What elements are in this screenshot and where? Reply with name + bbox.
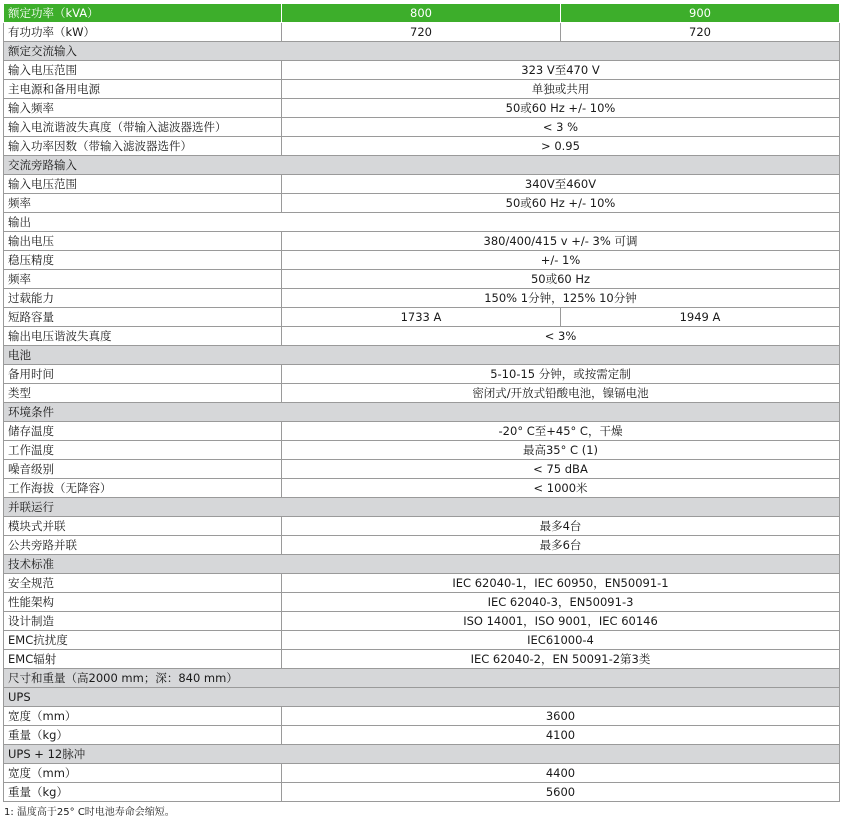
row-value: < 3% — [282, 327, 840, 346]
table-row — [4, 631, 840, 650]
table-row — [4, 517, 840, 536]
table-row — [4, 251, 840, 270]
table-row — [4, 232, 840, 251]
section-label: 并联运行 — [4, 498, 840, 517]
section-row — [4, 555, 840, 574]
table-row — [4, 80, 840, 99]
row-label: 模块式并联 — [4, 517, 282, 536]
row-value: 5-10-15 分钟，或按需定制 — [282, 365, 840, 384]
section-label: 电池 — [4, 346, 840, 365]
header-row — [4, 4, 840, 23]
section-label: 环境条件 — [4, 403, 840, 422]
table-row — [4, 574, 840, 593]
table-row — [4, 365, 840, 384]
row-value: IEC 62040-3，EN50091-3 — [282, 593, 840, 612]
section-row — [4, 346, 840, 365]
row-label: 噪音级别 — [4, 460, 282, 479]
row-value: 4100 — [282, 726, 840, 745]
section-row — [4, 745, 840, 764]
row-label: 公共旁路并联 — [4, 536, 282, 555]
row-label: 性能架构 — [4, 593, 282, 612]
table-row — [4, 384, 840, 403]
row-label: 输入功率因数（带输入滤波器选件） — [4, 137, 282, 156]
row-value: 5600 — [282, 783, 840, 802]
table-row — [4, 194, 840, 213]
section-row — [4, 403, 840, 422]
row-value: 323 V至470 V — [282, 61, 840, 80]
table-row — [4, 441, 840, 460]
row-value: ISO 14001，ISO 9001，IEC 60146 — [282, 612, 840, 631]
row-label: 宽度（mm） — [4, 707, 282, 726]
row-label: 备用时间 — [4, 365, 282, 384]
section-label: 额定交流输入 — [4, 42, 840, 61]
table-row — [4, 726, 840, 745]
row-label: 重量（kg） — [4, 726, 282, 745]
row-value: 50或60 Hz +/- 10% — [282, 99, 840, 118]
table-row — [4, 460, 840, 479]
table-row — [4, 175, 840, 194]
row-label: 输入频率 — [4, 99, 282, 118]
row-value: 50或60 Hz +/- 10% — [282, 194, 840, 213]
row-label: 输出电压谐波失真度 — [4, 327, 282, 346]
row-label: EMC抗扰度 — [4, 631, 282, 650]
row-value: < 3 % — [282, 118, 840, 137]
row-value: < 75 dBA — [282, 460, 840, 479]
row-label: 输出电压 — [4, 232, 282, 251]
row-label: 工作温度 — [4, 441, 282, 460]
row-value: IEC 62040-2，EN 50091-2第3类 — [282, 650, 840, 669]
row-label: 频率 — [4, 270, 282, 289]
row-value-900: 720 — [561, 23, 840, 42]
row-value: 密闭式/开放式铅酸电池，镍镉电池 — [282, 384, 840, 403]
table-row — [4, 707, 840, 726]
table-row — [4, 118, 840, 137]
row-label: 类型 — [4, 384, 282, 403]
section-label: 尺寸和重量（高2000 mm；深：840 mm） — [4, 669, 840, 688]
header-col-900: 900 — [561, 4, 840, 23]
row-value: 150% 1分钟，125% 10分钟 — [282, 289, 840, 308]
section-row — [4, 688, 840, 707]
table-row — [4, 327, 840, 346]
section-label: UPS — [4, 688, 840, 707]
table-row — [4, 764, 840, 783]
row-value: 3600 — [282, 707, 840, 726]
subheading-row — [4, 213, 840, 232]
row-value: -20° C至+45° C，干燥 — [282, 422, 840, 441]
table-row — [4, 650, 840, 669]
table-row — [4, 137, 840, 156]
row-label: 有功功率（kW） — [4, 23, 282, 42]
section-label: 技术标准 — [4, 555, 840, 574]
row-value: 最高35° C (1) — [282, 441, 840, 460]
section-row — [4, 669, 840, 688]
spec-table — [3, 3, 840, 802]
row-label: 设计制造 — [4, 612, 282, 631]
header-col-800: 800 — [282, 4, 561, 23]
row-value: IEC 62040-1，IEC 60950，EN50091-1 — [282, 574, 840, 593]
table-row — [4, 479, 840, 498]
table-row — [4, 308, 840, 327]
table-row — [4, 270, 840, 289]
subheading-label: 输出 — [4, 213, 840, 232]
row-value: IEC61000-4 — [282, 631, 840, 650]
table-row — [4, 23, 840, 42]
row-label: 工作海拔（无降容） — [4, 479, 282, 498]
row-value: 50或60 Hz — [282, 270, 840, 289]
row-label: 安全规范 — [4, 574, 282, 593]
table-row — [4, 536, 840, 555]
row-value: > 0.95 — [282, 137, 840, 156]
table-row — [4, 289, 840, 308]
table-row — [4, 612, 840, 631]
row-label: 输入电流谐波失真度（带输入滤波器选件） — [4, 118, 282, 137]
row-value-800: 720 — [282, 23, 561, 42]
row-value: 单独或共用 — [282, 80, 840, 99]
row-label: 宽度（mm） — [4, 764, 282, 783]
table-row — [4, 422, 840, 441]
table-row — [4, 593, 840, 612]
section-label: UPS + 12脉冲 — [4, 745, 840, 764]
row-label: 输入电压范围 — [4, 61, 282, 80]
table-row — [4, 783, 840, 802]
row-label: 短路容量 — [4, 308, 282, 327]
row-value-900: 1949 A — [561, 308, 840, 327]
table-row — [4, 61, 840, 80]
row-label: 主电源和备用电源 — [4, 80, 282, 99]
section-row — [4, 498, 840, 517]
footnote: 1: 温度高于25° C时电池寿命会缩短。 — [4, 807, 175, 818]
row-value: 最多6台 — [282, 536, 840, 555]
row-label: 输入电压范围 — [4, 175, 282, 194]
section-row — [4, 42, 840, 61]
row-value: 340V至460V — [282, 175, 840, 194]
header-label: 额定功率（kVA） — [4, 4, 282, 23]
row-label: 重量（kg） — [4, 783, 282, 802]
table-row — [4, 99, 840, 118]
row-label: 过载能力 — [4, 289, 282, 308]
row-label: EMC辐射 — [4, 650, 282, 669]
row-value: 最多4台 — [282, 517, 840, 536]
row-label: 频率 — [4, 194, 282, 213]
row-value-800: 1733 A — [282, 308, 561, 327]
row-label: 稳压精度 — [4, 251, 282, 270]
section-row — [4, 156, 840, 175]
row-value: +/- 1% — [282, 251, 840, 270]
row-value: 380/400/415 v +/- 3% 可调 — [282, 232, 840, 251]
row-label: 储存温度 — [4, 422, 282, 441]
row-value: 4400 — [282, 764, 840, 783]
section-label: 交流旁路输入 — [4, 156, 840, 175]
row-value: < 1000米 — [282, 479, 840, 498]
